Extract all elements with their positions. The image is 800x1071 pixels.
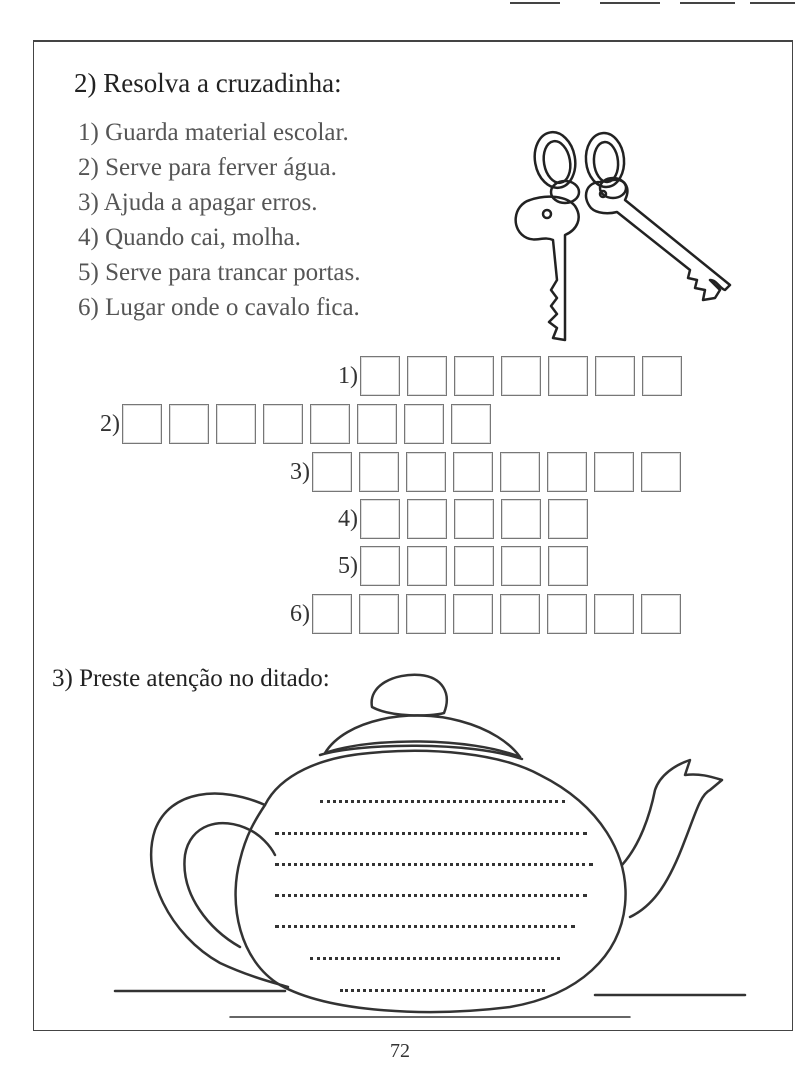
answer-line-3[interactable]: [275, 863, 593, 866]
crossword-cell[interactable]: [453, 452, 493, 492]
crossword-cell[interactable]: [359, 452, 399, 492]
crossword-cell[interactable]: [453, 594, 493, 634]
crossword-cell[interactable]: [454, 499, 494, 539]
grid-row-2-label: 2): [100, 410, 120, 437]
crossword-cell[interactable]: [547, 594, 587, 634]
grid-row-2: [84, 402, 498, 446]
crossword-cell[interactable]: [169, 404, 209, 444]
scan-marks: [500, 0, 800, 6]
crossword-cell[interactable]: [641, 594, 681, 634]
crossword-cell[interactable]: [407, 546, 447, 586]
teapot-icon: [110, 665, 750, 1035]
clue-2: 2) Serve para ferver água.: [78, 154, 337, 181]
crossword-cell[interactable]: [360, 546, 400, 586]
clue-1: 1) Guarda material escolar.: [78, 119, 349, 146]
crossword-cell[interactable]: [500, 452, 540, 492]
crossword-cell[interactable]: [501, 546, 541, 586]
crossword-cell[interactable]: [594, 594, 634, 634]
crossword-cell[interactable]: [501, 356, 541, 396]
answer-line-5[interactable]: [275, 925, 575, 928]
crossword-cell[interactable]: [641, 452, 681, 492]
answer-line-2[interactable]: [275, 832, 587, 835]
grid-row-5-cells: [360, 546, 595, 586]
keys-icon: [505, 130, 750, 350]
crossword-cell[interactable]: [122, 404, 162, 444]
grid-row-2-cells: [122, 404, 498, 444]
crossword-cell[interactable]: [642, 356, 682, 396]
crossword-cell[interactable]: [360, 499, 400, 539]
crossword-cell[interactable]: [312, 594, 352, 634]
crossword-cell[interactable]: [359, 594, 399, 634]
answer-line-1[interactable]: [320, 800, 565, 803]
page-number: 72: [390, 1040, 410, 1062]
clue-4: 4) Quando cai, molha.: [78, 224, 301, 251]
crossword-cell[interactable]: [594, 452, 634, 492]
crossword-cell[interactable]: [548, 356, 588, 396]
crossword-cell[interactable]: [406, 452, 446, 492]
crossword-cell[interactable]: [451, 404, 491, 444]
grid-row-1-label: 1): [338, 362, 358, 389]
grid-row-4-label: 4): [338, 505, 358, 532]
crossword-cell[interactable]: [216, 404, 256, 444]
crossword-cell[interactable]: [406, 594, 446, 634]
crossword-cell[interactable]: [454, 546, 494, 586]
crossword-cell[interactable]: [595, 356, 635, 396]
clue-list: [78, 115, 361, 325]
crossword-cell[interactable]: [357, 404, 397, 444]
clue-3: 3) Ajuda a apagar erros.: [78, 189, 318, 216]
grid-row-6-label: 6): [290, 600, 310, 627]
crossword-cell[interactable]: [454, 356, 494, 396]
crossword-cell[interactable]: [548, 546, 588, 586]
crossword-cell[interactable]: [547, 452, 587, 492]
answer-line-7[interactable]: [340, 989, 545, 992]
grid-row-5: [322, 544, 595, 588]
crossword-cell[interactable]: [407, 499, 447, 539]
section2-title: 2) Resolva a cruzadinha:: [74, 68, 342, 98]
crossword-cell[interactable]: [263, 404, 303, 444]
crossword-cell[interactable]: [310, 404, 350, 444]
grid-row-3: [274, 450, 688, 494]
answer-line-6[interactable]: [310, 957, 560, 960]
grid-row-4-cells: [360, 499, 595, 539]
clue-5: 5) Serve para trancar portas.: [78, 259, 361, 286]
grid-row-6-cells: [312, 594, 688, 634]
section3-title: 3) Preste atenção no ditado:: [52, 665, 330, 692]
crossword-cell[interactable]: [312, 452, 352, 492]
grid-row-3-cells: [312, 452, 688, 492]
crossword-cell[interactable]: [404, 404, 444, 444]
clue-6: 6) Lugar onde o cavalo fica.: [78, 294, 360, 321]
answer-line-4[interactable]: [275, 894, 587, 897]
crossword-cell[interactable]: [548, 499, 588, 539]
grid-row-3-label: 3): [290, 458, 310, 485]
grid-row-1-cells: [360, 356, 689, 396]
grid-row-4: [322, 497, 595, 541]
grid-row-5-label: 5): [338, 552, 358, 579]
grid-row-6: [274, 592, 688, 636]
crossword-cell[interactable]: [360, 356, 400, 396]
grid-row-1: [322, 354, 689, 398]
crossword-cell[interactable]: [501, 499, 541, 539]
crossword-cell[interactable]: [407, 356, 447, 396]
crossword-cell[interactable]: [500, 594, 540, 634]
